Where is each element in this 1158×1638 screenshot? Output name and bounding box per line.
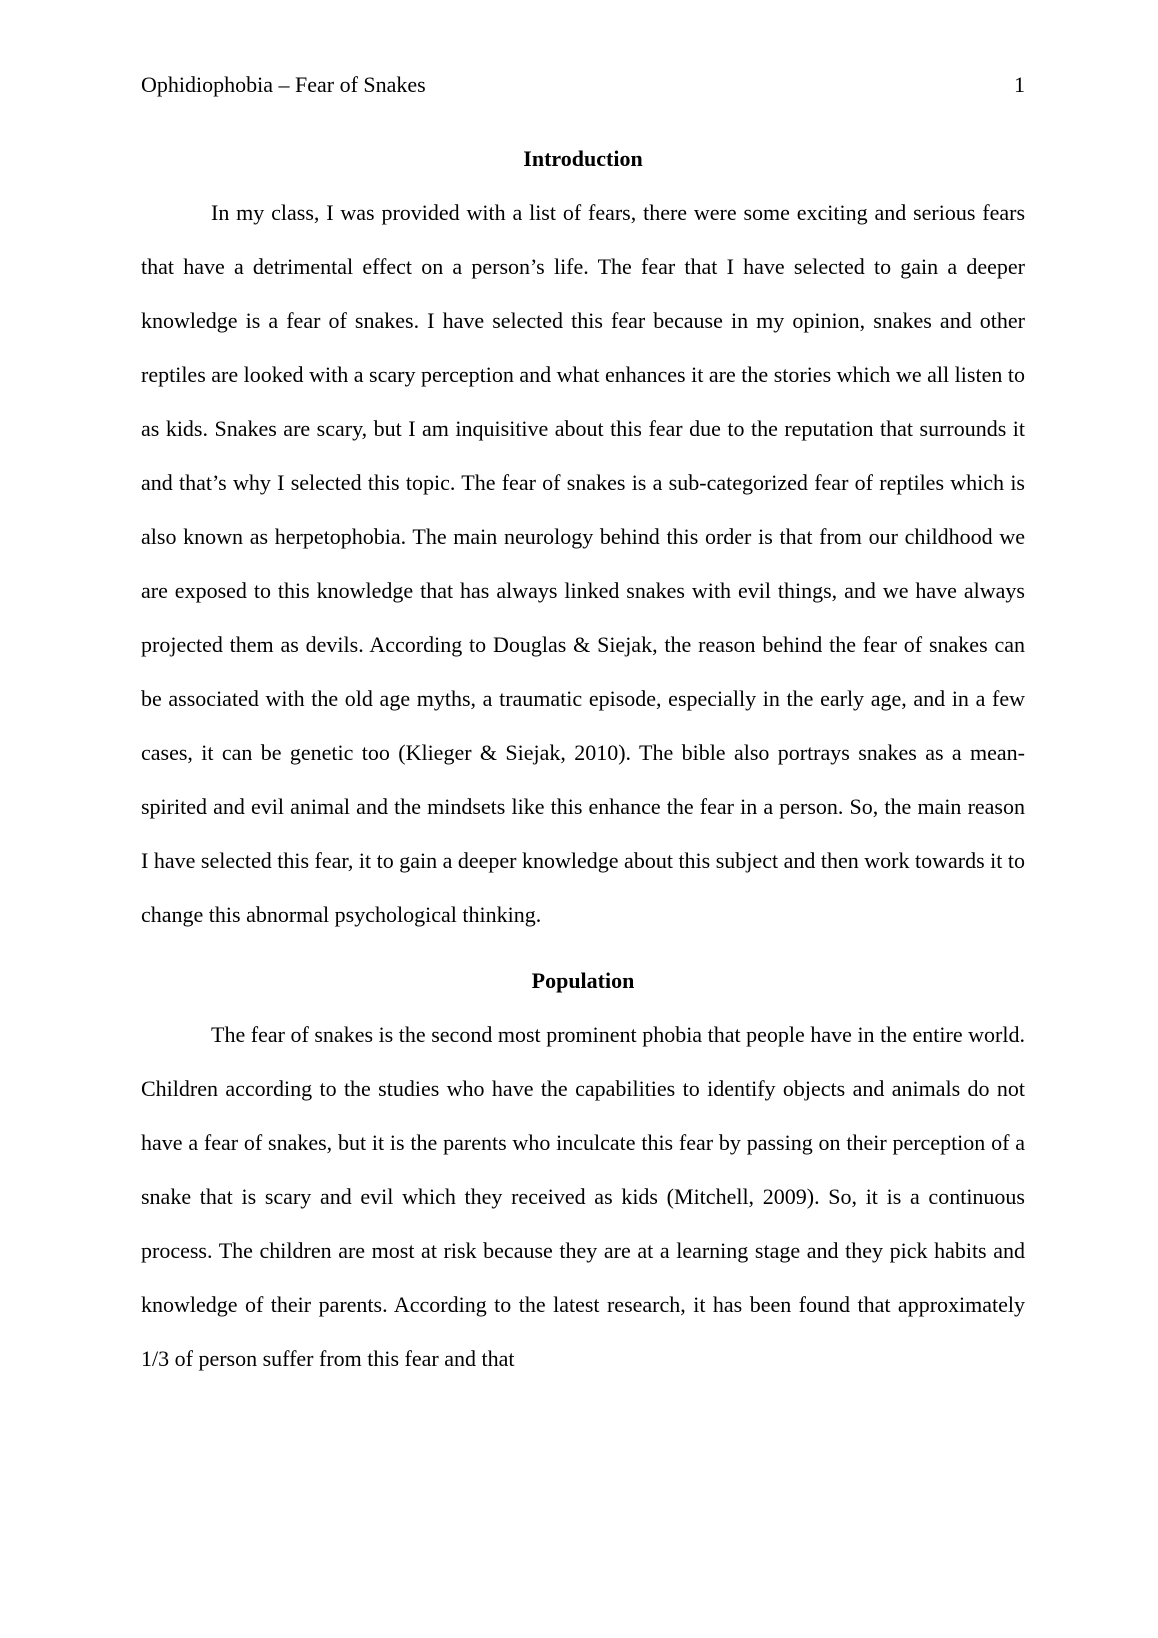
section-heading-introduction: Introduction — [523, 146, 643, 171]
page-number: 1 — [1014, 72, 1025, 97]
population-paragraph: The fear of snakes is the second most prominent phobia that people have in the entire world. Children according to the studies who have the capabilities to identify objects and animals do not have a fear of snakes, but it is the parents who inculcate this fear by passing on their perception of a snake that is scary and evil which they received as kids (Mitchell, 2009). So, it is a continuous process. The children are most at risk because they are at a learning stage and they pick habits and knowledge of their parents. According to the latest research, it has been found that approximately 1/3 of person suffer from this fear and that — [141, 1022, 1025, 1371]
running-head — [141, 70, 1025, 100]
section-heading-population: Population — [531, 968, 635, 993]
running-head-title: Ophidiophobia – Fear of Snakes — [141, 72, 426, 97]
document-body — [141, 132, 1025, 1386]
introduction-paragraph: In my class, I was provided with a list of fears, there were some exciting and serious fears that have a detrimental effect on a person’s life. The fear that I have selected to gain a deeper knowledge is a fear of snakes. I have selected this fear because in my opinion, snakes and other reptiles are looked with a scary perception and what enhances it are the stories which we all listen to as kids. Snakes are scary, but I am inquisitive about this fear due to the reputation that surrounds it and that’s why I selected this topic. The fear of snakes is a sub-categorized fear of reptiles which is also known as herpetophobia. The main neurology behind this order is that from our childhood we are exposed to this knowledge that has always linked snakes with evil things, and we have always projected them as devils. According to Douglas & Siejak, the reason behind the fear of snakes can be associated with the old age myths, a traumatic episode, especially in the early age, and in a few cases, it can be genetic too (Klieger & Siejak, 2010). The bible also portrays snakes as a mean-spirited and evil animal and the mindsets like this enhance the fear in a person. So, the main reason I have selected this fear, it to gain a deeper knowledge about this subject and then work towards it to change this abnormal psychological thinking. — [141, 200, 1025, 927]
